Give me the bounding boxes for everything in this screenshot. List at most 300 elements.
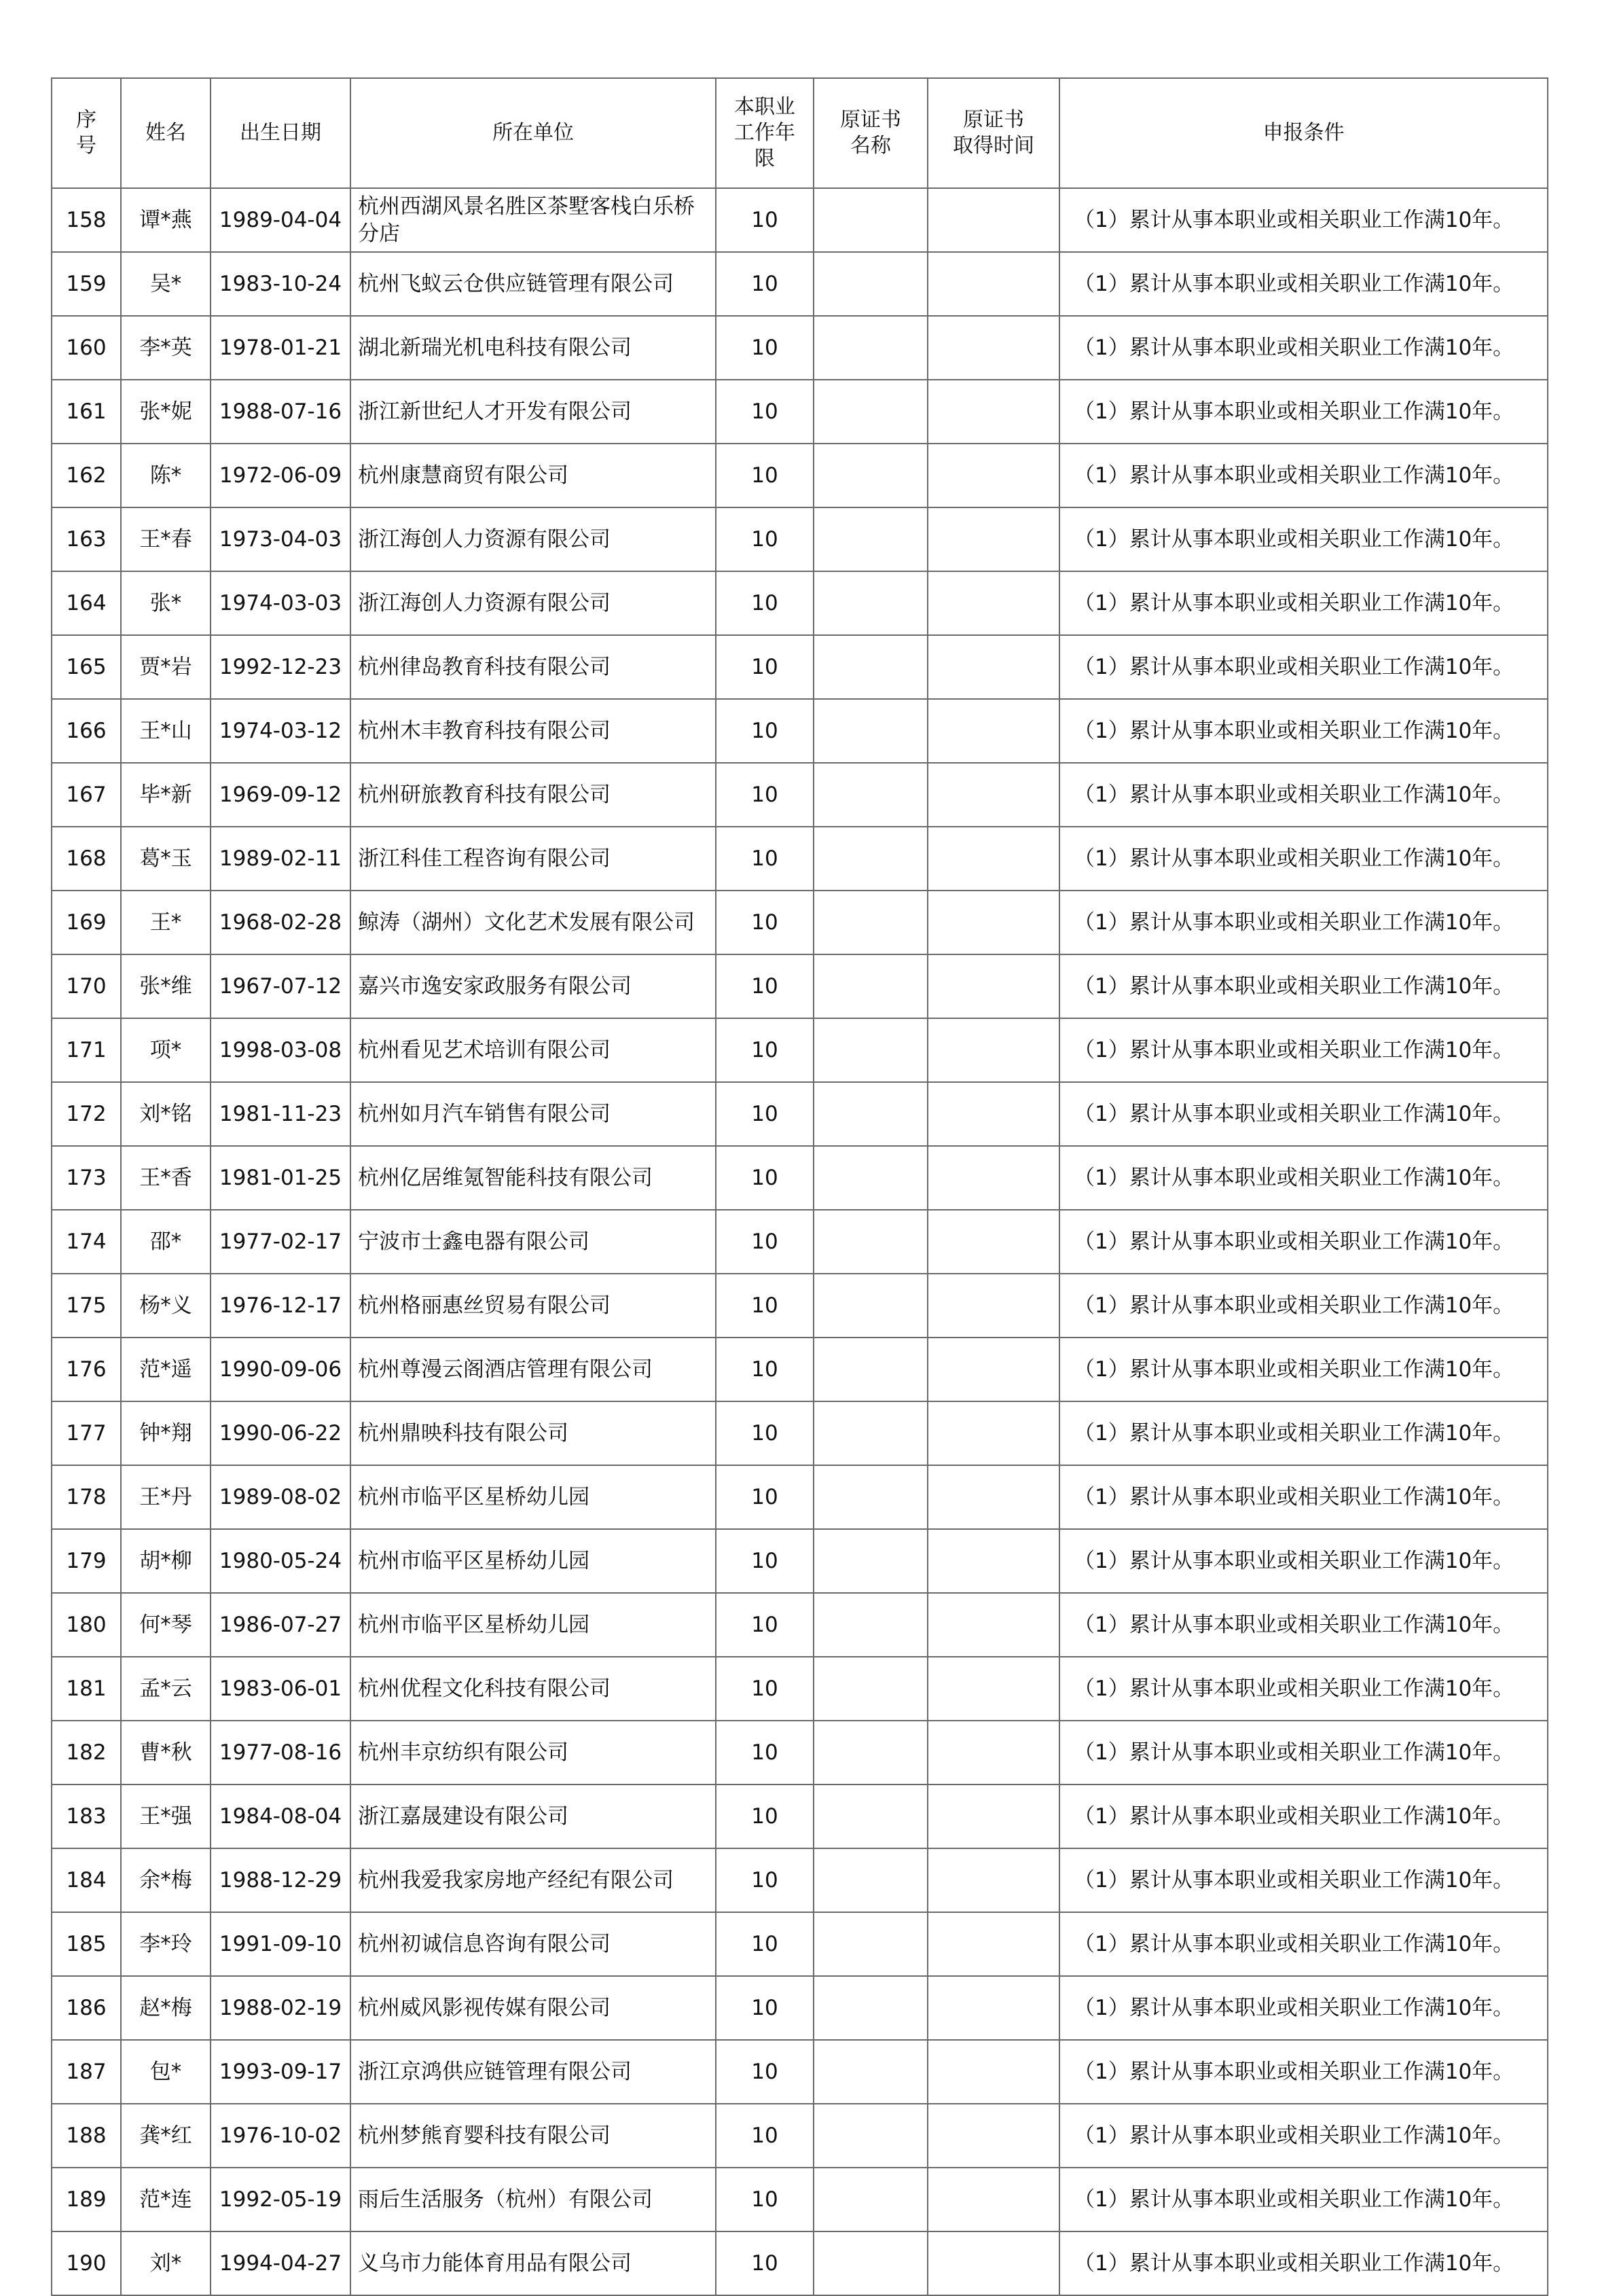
cell-seq: 180 bbox=[52, 1593, 121, 1657]
table-row bbox=[52, 954, 1548, 1018]
cell-condition: （1）累计从事本职业或相关职业工作满10年。 bbox=[1059, 188, 1548, 252]
cell-cert-name bbox=[814, 827, 928, 891]
table-row bbox=[52, 1657, 1548, 1721]
cell-cert-name bbox=[814, 1912, 928, 1976]
cell-seq: 163 bbox=[52, 507, 121, 571]
header-cert-time: 原证书 取得时间 bbox=[928, 78, 1059, 188]
cell-unit: 杭州尊漫云阁酒店管理有限公司 bbox=[350, 1338, 716, 1401]
cell-seq: 172 bbox=[52, 1082, 121, 1146]
cell-name: 范*遥 bbox=[121, 1338, 211, 1401]
cell-years: 10 bbox=[716, 1274, 814, 1338]
cell-cert-time bbox=[928, 2168, 1059, 2231]
cell-unit: 杭州飞蚁云仓供应链管理有限公司 bbox=[350, 252, 716, 316]
table-row bbox=[52, 1721, 1548, 1784]
table-row bbox=[52, 571, 1548, 635]
cell-cert-time bbox=[928, 1593, 1059, 1657]
cell-years: 10 bbox=[716, 954, 814, 1018]
cell-cert-name bbox=[814, 954, 928, 1018]
table-row bbox=[52, 1082, 1548, 1146]
cell-birth-date: 1989-04-04 bbox=[211, 188, 350, 252]
table-row bbox=[52, 1912, 1548, 1976]
cell-years: 10 bbox=[716, 571, 814, 635]
cell-condition: （1）累计从事本职业或相关职业工作满10年。 bbox=[1059, 1146, 1548, 1210]
cell-cert-name bbox=[814, 252, 928, 316]
cell-name: 龚*红 bbox=[121, 2104, 211, 2168]
cell-cert-name bbox=[814, 1848, 928, 1912]
cell-name: 王*春 bbox=[121, 507, 211, 571]
header-name: 姓名 bbox=[121, 78, 211, 188]
cell-name: 杨*义 bbox=[121, 1274, 211, 1338]
cell-name: 吴* bbox=[121, 252, 211, 316]
cell-name: 何*琴 bbox=[121, 1593, 211, 1657]
cell-seq: 187 bbox=[52, 2040, 121, 2104]
cell-years: 10 bbox=[716, 1465, 814, 1529]
table-row bbox=[52, 380, 1548, 444]
cell-birth-date: 1980-05-24 bbox=[211, 1529, 350, 1593]
cell-condition: （1）累计从事本职业或相关职业工作满10年。 bbox=[1059, 1274, 1548, 1338]
cell-condition: （1）累计从事本职业或相关职业工作满10年。 bbox=[1059, 699, 1548, 763]
cell-cert-time bbox=[928, 1018, 1059, 1082]
cell-birth-date: 1993-09-17 bbox=[211, 2040, 350, 2104]
cell-cert-name bbox=[814, 507, 928, 571]
cell-cert-name bbox=[814, 316, 928, 380]
table-row bbox=[52, 2040, 1548, 2104]
cell-condition: （1）累计从事本职业或相关职业工作满10年。 bbox=[1059, 1721, 1548, 1784]
cell-cert-name bbox=[814, 1593, 928, 1657]
header-condition: 申报条件 bbox=[1059, 78, 1548, 188]
cell-unit: 杭州市临平区星桥幼儿园 bbox=[350, 1465, 716, 1529]
cell-condition: （1）累计从事本职业或相关职业工作满10年。 bbox=[1059, 2104, 1548, 2168]
cell-seq: 181 bbox=[52, 1657, 121, 1721]
cell-cert-time bbox=[928, 1338, 1059, 1401]
cell-cert-time bbox=[928, 699, 1059, 763]
cell-condition: （1）累计从事本职业或相关职业工作满10年。 bbox=[1059, 1210, 1548, 1274]
cell-birth-date: 1988-07-16 bbox=[211, 380, 350, 444]
cell-birth-date: 1974-03-03 bbox=[211, 571, 350, 635]
cell-cert-time bbox=[928, 635, 1059, 699]
cell-unit: 杭州格丽惠丝贸易有限公司 bbox=[350, 1274, 716, 1338]
cell-unit: 浙江新世纪人才开发有限公司 bbox=[350, 380, 716, 444]
cell-name: 张*维 bbox=[121, 954, 211, 1018]
cell-unit: 杭州威风影视传媒有限公司 bbox=[350, 1976, 716, 2040]
cell-condition: （1）累计从事本职业或相关职业工作满10年。 bbox=[1059, 635, 1548, 699]
cell-name: 孟*云 bbox=[121, 1657, 211, 1721]
cell-unit: 雨后生活服务（杭州）有限公司 bbox=[350, 2168, 716, 2231]
cell-unit: 浙江海创人力资源有限公司 bbox=[350, 507, 716, 571]
cell-cert-time bbox=[928, 507, 1059, 571]
cell-cert-name bbox=[814, 699, 928, 763]
table-row bbox=[52, 507, 1548, 571]
table-row bbox=[52, 827, 1548, 891]
table-row bbox=[52, 1210, 1548, 1274]
cell-birth-date: 1976-12-17 bbox=[211, 1274, 350, 1338]
cell-name: 贾*岩 bbox=[121, 635, 211, 699]
cell-years: 10 bbox=[716, 635, 814, 699]
cell-cert-time bbox=[928, 1912, 1059, 1976]
cell-unit: 杭州律岛教育科技有限公司 bbox=[350, 635, 716, 699]
cell-name: 王*强 bbox=[121, 1784, 211, 1848]
cell-unit: 义乌市力能体育用品有限公司 bbox=[350, 2231, 716, 2295]
cell-condition: （1）累计从事本职业或相关职业工作满10年。 bbox=[1059, 380, 1548, 444]
cell-unit: 杭州研旅教育科技有限公司 bbox=[350, 763, 716, 827]
cell-seq: 189 bbox=[52, 2168, 121, 2231]
cell-years: 10 bbox=[716, 1912, 814, 1976]
cell-cert-name bbox=[814, 1465, 928, 1529]
cell-name: 王*丹 bbox=[121, 1465, 211, 1529]
cell-birth-date: 1978-01-21 bbox=[211, 316, 350, 380]
cell-seq: 182 bbox=[52, 1721, 121, 1784]
cell-seq: 169 bbox=[52, 891, 121, 954]
cell-unit: 杭州西湖风景名胜区茶墅客栈白乐桥分店 bbox=[350, 188, 716, 252]
cell-unit: 杭州康慧商贸有限公司 bbox=[350, 444, 716, 507]
cell-name: 毕*新 bbox=[121, 763, 211, 827]
cell-years: 10 bbox=[716, 763, 814, 827]
cell-birth-date: 1990-09-06 bbox=[211, 1338, 350, 1401]
cell-seq: 162 bbox=[52, 444, 121, 507]
table-row bbox=[52, 1848, 1548, 1912]
cell-unit: 杭州鼎映科技有限公司 bbox=[350, 1401, 716, 1465]
cell-name: 曹*秋 bbox=[121, 1721, 211, 1784]
cell-unit: 杭州看见艺术培训有限公司 bbox=[350, 1018, 716, 1082]
table-row bbox=[52, 891, 1548, 954]
cell-seq: 167 bbox=[52, 763, 121, 827]
cell-unit: 湖北新瑞光机电科技有限公司 bbox=[350, 316, 716, 380]
cell-condition: （1）累计从事本职业或相关职业工作满10年。 bbox=[1059, 1593, 1548, 1657]
cell-condition: （1）累计从事本职业或相关职业工作满10年。 bbox=[1059, 1465, 1548, 1529]
cell-years: 10 bbox=[716, 1721, 814, 1784]
cell-birth-date: 1984-08-04 bbox=[211, 1784, 350, 1848]
cell-name: 谭*燕 bbox=[121, 188, 211, 252]
cell-name: 王*山 bbox=[121, 699, 211, 763]
cell-unit: 宁波市士鑫电器有限公司 bbox=[350, 1210, 716, 1274]
cell-cert-time bbox=[928, 188, 1059, 252]
cell-birth-date: 1986-07-27 bbox=[211, 1593, 350, 1657]
cell-years: 10 bbox=[716, 1976, 814, 2040]
cell-birth-date: 1974-03-12 bbox=[211, 699, 350, 763]
cell-cert-time bbox=[928, 1848, 1059, 1912]
cell-birth-date: 1998-03-08 bbox=[211, 1018, 350, 1082]
cell-seq: 183 bbox=[52, 1784, 121, 1848]
cell-cert-name bbox=[814, 1784, 928, 1848]
cell-unit: 杭州梦熊育婴科技有限公司 bbox=[350, 2104, 716, 2168]
cell-cert-time bbox=[928, 316, 1059, 380]
cell-cert-name bbox=[814, 1210, 928, 1274]
cell-seq: 158 bbox=[52, 188, 121, 252]
cell-seq: 178 bbox=[52, 1465, 121, 1529]
cell-name: 李*英 bbox=[121, 316, 211, 380]
cell-name: 李*玲 bbox=[121, 1912, 211, 1976]
cell-unit: 杭州市临平区星桥幼儿园 bbox=[350, 1593, 716, 1657]
cell-cert-time bbox=[928, 1401, 1059, 1465]
cell-cert-time bbox=[928, 1146, 1059, 1210]
cell-cert-time bbox=[928, 1529, 1059, 1593]
cell-birth-date: 1990-06-22 bbox=[211, 1401, 350, 1465]
cell-unit: 浙江京鸿供应链管理有限公司 bbox=[350, 2040, 716, 2104]
cell-seq: 186 bbox=[52, 1976, 121, 2040]
cell-cert-name bbox=[814, 1338, 928, 1401]
table-row bbox=[52, 1274, 1548, 1338]
cell-condition: （1）累计从事本职业或相关职业工作满10年。 bbox=[1059, 1657, 1548, 1721]
cell-condition: （1）累计从事本职业或相关职业工作满10年。 bbox=[1059, 1848, 1548, 1912]
cell-unit: 杭州我爱我家房地产经纪有限公司 bbox=[350, 1848, 716, 1912]
table-row bbox=[52, 316, 1548, 380]
cell-seq: 170 bbox=[52, 954, 121, 1018]
table-row bbox=[52, 1401, 1548, 1465]
cell-cert-name bbox=[814, 2231, 928, 2295]
cell-cert-time bbox=[928, 1274, 1059, 1338]
table-row bbox=[52, 2168, 1548, 2231]
cell-years: 10 bbox=[716, 380, 814, 444]
cell-name: 王*香 bbox=[121, 1146, 211, 1210]
cell-seq: 179 bbox=[52, 1529, 121, 1593]
cell-birth-date: 1973-04-03 bbox=[211, 507, 350, 571]
table-header bbox=[52, 78, 1548, 188]
cell-condition: （1）累计从事本职业或相关职业工作满10年。 bbox=[1059, 1529, 1548, 1593]
cell-cert-name bbox=[814, 1401, 928, 1465]
cell-cert-time bbox=[928, 252, 1059, 316]
cell-cert-time bbox=[928, 380, 1059, 444]
cell-cert-time bbox=[928, 1784, 1059, 1848]
cell-birth-date: 1988-02-19 bbox=[211, 1976, 350, 2040]
cell-cert-time bbox=[928, 2040, 1059, 2104]
header-years: 本职业 工作年 限 bbox=[716, 78, 814, 188]
cell-cert-name bbox=[814, 1976, 928, 2040]
table-row bbox=[52, 635, 1548, 699]
cell-cert-name bbox=[814, 763, 928, 827]
cell-years: 10 bbox=[716, 2104, 814, 2168]
cell-name: 邵* bbox=[121, 1210, 211, 1274]
cell-cert-time bbox=[928, 954, 1059, 1018]
cell-years: 10 bbox=[716, 699, 814, 763]
cell-unit: 杭州如月汽车销售有限公司 bbox=[350, 1082, 716, 1146]
cell-birth-date: 1991-09-10 bbox=[211, 1912, 350, 1976]
cell-name: 王* bbox=[121, 891, 211, 954]
table-row bbox=[52, 1976, 1548, 2040]
cell-unit: 杭州亿居维氪智能科技有限公司 bbox=[350, 1146, 716, 1210]
cell-unit: 杭州优程文化科技有限公司 bbox=[350, 1657, 716, 1721]
cell-name: 刘*铭 bbox=[121, 1082, 211, 1146]
cell-unit: 杭州丰京纺织有限公司 bbox=[350, 1721, 716, 1784]
cell-condition: （1）累计从事本职业或相关职业工作满10年。 bbox=[1059, 571, 1548, 635]
cell-unit: 杭州市临平区星桥幼儿园 bbox=[350, 1529, 716, 1593]
cell-cert-time bbox=[928, 571, 1059, 635]
cell-cert-name bbox=[814, 1082, 928, 1146]
cell-condition: （1）累计从事本职业或相关职业工作满10年。 bbox=[1059, 1338, 1548, 1401]
cell-condition: （1）累计从事本职业或相关职业工作满10年。 bbox=[1059, 507, 1548, 571]
cell-cert-name bbox=[814, 1018, 928, 1082]
cell-condition: （1）累计从事本职业或相关职业工作满10年。 bbox=[1059, 827, 1548, 891]
table-row bbox=[52, 1465, 1548, 1529]
cell-seq: 161 bbox=[52, 380, 121, 444]
cell-unit: 杭州木丰教育科技有限公司 bbox=[350, 699, 716, 763]
cell-name: 余*梅 bbox=[121, 1848, 211, 1912]
table-row bbox=[52, 1529, 1548, 1593]
cell-cert-time bbox=[928, 2231, 1059, 2295]
table-row bbox=[52, 252, 1548, 316]
cell-unit: 杭州初诚信息咨询有限公司 bbox=[350, 1912, 716, 1976]
cell-condition: （1）累计从事本职业或相关职业工作满10年。 bbox=[1059, 316, 1548, 380]
cell-cert-time bbox=[928, 1657, 1059, 1721]
cell-unit: 嘉兴市逸安家政服务有限公司 bbox=[350, 954, 716, 1018]
table-row bbox=[52, 1784, 1548, 1848]
cell-birth-date: 1977-02-17 bbox=[211, 1210, 350, 1274]
cell-condition: （1）累计从事本职业或相关职业工作满10年。 bbox=[1059, 444, 1548, 507]
cell-cert-name bbox=[814, 1146, 928, 1210]
cell-condition: （1）累计从事本职业或相关职业工作满10年。 bbox=[1059, 1784, 1548, 1848]
cell-condition: （1）累计从事本职业或相关职业工作满10年。 bbox=[1059, 2231, 1548, 2295]
table-row bbox=[52, 1593, 1548, 1657]
table-row bbox=[52, 1338, 1548, 1401]
cell-years: 10 bbox=[716, 1018, 814, 1082]
table-row bbox=[52, 188, 1548, 252]
applicant-table bbox=[51, 77, 1548, 2296]
cell-cert-name bbox=[814, 1721, 928, 1784]
cell-years: 10 bbox=[716, 1848, 814, 1912]
cell-cert-time bbox=[928, 1082, 1059, 1146]
cell-years: 10 bbox=[716, 507, 814, 571]
cell-years: 10 bbox=[716, 316, 814, 380]
table-row bbox=[52, 763, 1548, 827]
cell-birth-date: 1972-06-09 bbox=[211, 444, 350, 507]
table-row bbox=[52, 2231, 1548, 2295]
cell-birth-date: 1983-06-01 bbox=[211, 1657, 350, 1721]
cell-years: 10 bbox=[716, 1401, 814, 1465]
cell-seq: 173 bbox=[52, 1146, 121, 1210]
cell-name: 刘* bbox=[121, 2231, 211, 2295]
cell-condition: （1）累计从事本职业或相关职业工作满10年。 bbox=[1059, 2168, 1548, 2231]
cell-cert-time bbox=[928, 1210, 1059, 1274]
header-unit: 所在单位 bbox=[350, 78, 716, 188]
cell-seq: 166 bbox=[52, 699, 121, 763]
cell-condition: （1）累计从事本职业或相关职业工作满10年。 bbox=[1059, 1912, 1548, 1976]
cell-cert-time bbox=[928, 763, 1059, 827]
cell-years: 10 bbox=[716, 2040, 814, 2104]
cell-name: 葛*玉 bbox=[121, 827, 211, 891]
cell-birth-date: 1992-12-23 bbox=[211, 635, 350, 699]
cell-condition: （1）累计从事本职业或相关职业工作满10年。 bbox=[1059, 954, 1548, 1018]
cell-name: 范*连 bbox=[121, 2168, 211, 2231]
cell-name: 张* bbox=[121, 571, 211, 635]
cell-cert-time bbox=[928, 2104, 1059, 2168]
cell-cert-name bbox=[814, 1657, 928, 1721]
cell-condition: （1）累计从事本职业或相关职业工作满10年。 bbox=[1059, 252, 1548, 316]
cell-birth-date: 1989-08-02 bbox=[211, 1465, 350, 1529]
cell-name: 赵*梅 bbox=[121, 1976, 211, 2040]
cell-cert-time bbox=[928, 444, 1059, 507]
cell-birth-date: 1969-09-12 bbox=[211, 763, 350, 827]
cell-years: 10 bbox=[716, 1784, 814, 1848]
cell-cert-name bbox=[814, 891, 928, 954]
cell-name: 包* bbox=[121, 2040, 211, 2104]
header-birth-date: 出生日期 bbox=[211, 78, 350, 188]
cell-cert-name bbox=[814, 188, 928, 252]
cell-name: 陈* bbox=[121, 444, 211, 507]
cell-birth-date: 1989-02-11 bbox=[211, 827, 350, 891]
cell-seq: 164 bbox=[52, 571, 121, 635]
cell-birth-date: 1981-01-25 bbox=[211, 1146, 350, 1210]
cell-years: 10 bbox=[716, 1657, 814, 1721]
cell-birth-date: 1994-04-27 bbox=[211, 2231, 350, 2295]
cell-cert-name bbox=[814, 635, 928, 699]
cell-years: 10 bbox=[716, 1146, 814, 1210]
cell-condition: （1）累计从事本职业或相关职业工作满10年。 bbox=[1059, 763, 1548, 827]
cell-cert-time bbox=[928, 891, 1059, 954]
cell-years: 10 bbox=[716, 891, 814, 954]
cell-seq: 176 bbox=[52, 1338, 121, 1401]
cell-condition: （1）累计从事本职业或相关职业工作满10年。 bbox=[1059, 1401, 1548, 1465]
cell-seq: 185 bbox=[52, 1912, 121, 1976]
cell-years: 10 bbox=[716, 1338, 814, 1401]
cell-birth-date: 1981-11-23 bbox=[211, 1082, 350, 1146]
cell-seq: 165 bbox=[52, 635, 121, 699]
cell-name: 项* bbox=[121, 1018, 211, 1082]
cell-condition: （1）累计从事本职业或相关职业工作满10年。 bbox=[1059, 1082, 1548, 1146]
cell-birth-date: 1983-10-24 bbox=[211, 252, 350, 316]
cell-seq: 159 bbox=[52, 252, 121, 316]
cell-cert-name bbox=[814, 1274, 928, 1338]
cell-years: 10 bbox=[716, 1529, 814, 1593]
cell-cert-time bbox=[928, 827, 1059, 891]
cell-years: 10 bbox=[716, 188, 814, 252]
cell-cert-name bbox=[814, 2040, 928, 2104]
cell-birth-date: 1976-10-02 bbox=[211, 2104, 350, 2168]
cell-years: 10 bbox=[716, 1593, 814, 1657]
table-row bbox=[52, 1146, 1548, 1210]
cell-cert-name bbox=[814, 1529, 928, 1593]
cell-seq: 184 bbox=[52, 1848, 121, 1912]
cell-seq: 190 bbox=[52, 2231, 121, 2295]
table-row bbox=[52, 699, 1548, 763]
cell-years: 10 bbox=[716, 2231, 814, 2295]
cell-unit: 浙江科佳工程咨询有限公司 bbox=[350, 827, 716, 891]
cell-condition: （1）累计从事本职业或相关职业工作满10年。 bbox=[1059, 891, 1548, 954]
header-row bbox=[52, 78, 1548, 188]
cell-seq: 188 bbox=[52, 2104, 121, 2168]
cell-seq: 177 bbox=[52, 1401, 121, 1465]
table-row bbox=[52, 2104, 1548, 2168]
cell-seq: 168 bbox=[52, 827, 121, 891]
cell-cert-name bbox=[814, 2104, 928, 2168]
cell-seq: 175 bbox=[52, 1274, 121, 1338]
cell-years: 10 bbox=[716, 2168, 814, 2231]
cell-cert-time bbox=[928, 1976, 1059, 2040]
cell-cert-name bbox=[814, 444, 928, 507]
table-row bbox=[52, 444, 1548, 507]
cell-years: 10 bbox=[716, 1210, 814, 1274]
cell-unit: 浙江海创人力资源有限公司 bbox=[350, 571, 716, 635]
cell-condition: （1）累计从事本职业或相关职业工作满10年。 bbox=[1059, 1976, 1548, 2040]
cell-years: 10 bbox=[716, 252, 814, 316]
cell-name: 胡*柳 bbox=[121, 1529, 211, 1593]
cell-condition: （1）累计从事本职业或相关职业工作满10年。 bbox=[1059, 2040, 1548, 2104]
cell-birth-date: 1988-12-29 bbox=[211, 1848, 350, 1912]
cell-cert-name bbox=[814, 571, 928, 635]
cell-unit: 鲸涛（湖州）文化艺术发展有限公司 bbox=[350, 891, 716, 954]
header-cert-name: 原证书 名称 bbox=[814, 78, 928, 188]
cell-years: 10 bbox=[716, 444, 814, 507]
cell-cert-name bbox=[814, 380, 928, 444]
cell-birth-date: 1977-08-16 bbox=[211, 1721, 350, 1784]
cell-condition: （1）累计从事本职业或相关职业工作满10年。 bbox=[1059, 1018, 1548, 1082]
table-row bbox=[52, 1018, 1548, 1082]
table-body bbox=[52, 188, 1548, 2295]
cell-seq: 171 bbox=[52, 1018, 121, 1082]
header-seq: 序 号 bbox=[52, 78, 121, 188]
cell-name: 钟*翔 bbox=[121, 1401, 211, 1465]
cell-unit: 浙江嘉晟建设有限公司 bbox=[350, 1784, 716, 1848]
cell-name: 张*妮 bbox=[121, 380, 211, 444]
cell-years: 10 bbox=[716, 827, 814, 891]
